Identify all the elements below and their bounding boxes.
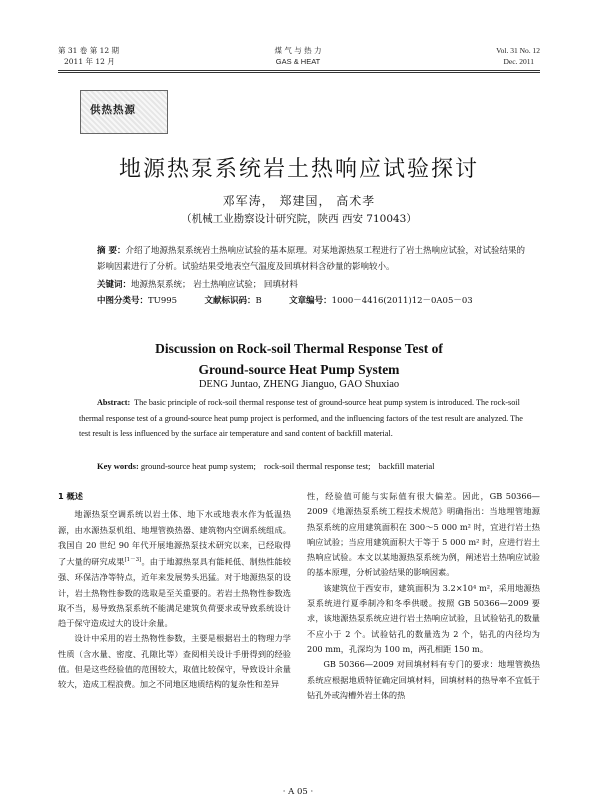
body-right-column <box>307 489 540 703</box>
header-rule-2 <box>58 72 540 73</box>
keywords-cn-text: 地源热泵系统； 岩土热响应试验； 回填材料 <box>131 280 298 290</box>
date-en: Dec. 2011 <box>503 57 534 66</box>
citation-ref: [1－3] <box>124 557 142 564</box>
body-left-column <box>58 489 291 693</box>
abstract-en <box>79 395 535 442</box>
page-number: · A 05 · <box>282 787 314 797</box>
doc-code-label: 文献标识码： <box>204 296 256 306</box>
paragraph-text: 地源热泵空调系统以岩土体、地下水或地表水作为低温热源，由水源热泵机组、地埋管换热器、建筑物内空调系统组成。我国自 20 世纪 90 年代开展地源热泵技术研究以来，已经取得了大量的研究成果 <box>58 509 291 567</box>
header-rule <box>58 70 540 71</box>
keywords-cn-label: 关键词： <box>97 280 132 290</box>
paragraph-text: 。由于地源热泵具有能耗低、制热性能较强、环保洁净等特点，近年来发展势头迅猛。对于地源热泵的设计，岩土热物性参数的选取是至关重要的。若岩土热物性参数选取不当，易导致热泵系统不能满足建筑负荷要求或导致系统设计趋于保守造成过大的设计余量。 <box>58 556 291 629</box>
title-en-line1: Discussion on Rock-soil Thermal Response Test of <box>155 341 443 356</box>
paragraph: 设计中采用的岩土热物性参数，主要是根据岩土的物理力学性质（含水量、密度、孔隙比等）查阅相关设计手册得到的经验值。但是这些经验值的范围较大，取值比较保守，导致设计余量较大，造成工程浪费。加之不同地区地质结构的复杂性和差异 <box>58 633 291 690</box>
affiliation-cn: （机械工业勘察设计研究院，陕西 西安 710043） <box>181 213 417 225</box>
keywords-en-label: Key words: <box>97 461 139 471</box>
abstract-cn-text: 介绍了地源热泵系统岩土热响应试验的基本原理。对某地源热泵工程进行了岩土热响应试验，对试验结果的影响因素进行了分析。试验结果受地表空气温度及回填材料含砂量的影响较小。 <box>97 246 525 272</box>
volume-issue: 第 31 卷 第 12 期 <box>58 46 120 55</box>
section-tag: 供热热源 <box>90 104 136 116</box>
paragraph: GB 50366—2009 对回填材料有专门的要求：地埋管换热系统应根据地质特征确定回填材料，回填材料的热导率不宜低于钻孔外或沟槽外岩土体的热 <box>307 659 540 700</box>
clc-value: TU995 <box>148 296 178 306</box>
title-cn: 地源热泵系统岩土热响应试验探讨 <box>118 157 479 182</box>
title-en <box>58 338 540 380</box>
paragraph: 该建筑位于西安市，建筑面积为 3.2×10⁴ m²，采用地源热泵系统进行夏季制冷和冬季供暖。按照 GB 50366—2009 要求，该地源热泵系统应进行岩土热响应试验，且试验钻孔的数量不应小于 2 个。试验钻孔的数量选为 2 个，钻孔的内径均为 200 mm，孔深均为 100 m，两孔相距 150 m。 <box>307 582 540 654</box>
doc-code-value: B <box>255 296 262 306</box>
abstract-cn <box>97 243 529 309</box>
clc-label: 中图分类号： <box>97 296 149 306</box>
volume-en: Vol. 31 No. 12 <box>496 46 540 55</box>
journal-name-cn: 煤 气 与 热 力 <box>274 46 322 55</box>
abstract-en-text: The basic principle of rock-soil thermal response test of ground-source heat pump system is introduced. The rock-soil thermal response test of a ground-source heat pump project is performed, and the influencing factors of the test result are analyzed. The test result is less influenced by the surface air temperature and sand content of backfill material. <box>79 398 523 438</box>
abstract-en-label: Abstract: <box>97 398 131 407</box>
paragraph: 性，经验值可能与实际值有很大偏差。因此，GB 50366—2009《地源热泵系统工程技术规范》明确指出：当地埋管地源热泵系统的应用建筑面积在 300～5 000 m² 时，宜进行岩土热响应试验；当应用建筑面积大于等于 5 000 m² 时，应进行岩土热响应试验。本文以某地源热泵系统为例，阐述岩土热响应试验的基本原理，分析试验结果的影响因素。 <box>307 491 540 578</box>
classification-line <box>97 293 529 309</box>
keywords-en <box>97 461 441 471</box>
keyword-en-3: backfill material <box>378 461 435 471</box>
article-id-label: 文章编号： <box>289 296 332 306</box>
issue-date: 2011 年 12 月 <box>64 57 115 66</box>
journal-name-en: GAS & HEAT <box>275 57 321 66</box>
authors-en: DENG Juntao, ZHENG Jianguo, GAO Shuxiao <box>198 379 400 390</box>
title-en-line2: Ground-source Heat Pump System <box>198 362 400 377</box>
authors-cn: 邓军涛， 郑建国， 高术孝 <box>222 194 376 208</box>
article-id-value: 1000－4416(2011)12－0A05－03 <box>331 296 473 306</box>
section-heading-1: 1 概述 <box>58 491 83 501</box>
abstract-cn-label: 摘 要： <box>97 246 126 256</box>
paragraph <box>58 507 291 631</box>
keyword-en-1: ground-source heat pump system; <box>140 461 256 471</box>
keyword-en-2: rock-soil thermal response test; <box>264 461 371 471</box>
keywords-cn <box>97 277 529 293</box>
